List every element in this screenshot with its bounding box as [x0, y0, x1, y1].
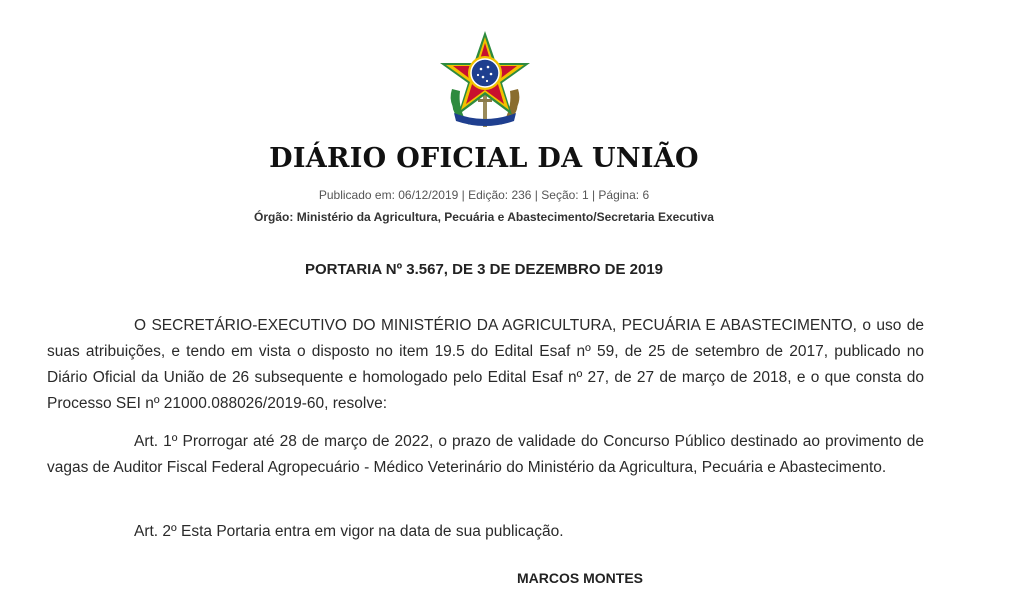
paragraph-preamble: O SECRETÁRIO-EXECUTIVO DO MINISTÉRIO DA AGRICULTURA, PECUÁRIA E ABASTECIMENTO, o uso de suas atribuições, e tendo em vista o disposto no item 19.5 do Edital Esaf nº 59, de 25 de setembro de 2017, publicado no Diário Oficial da União de 26 subsequente e homologado pelo Edital Esaf nº 27, de 27 de março de 2018, e o que consta do Processo SEI nº 21000.088026/2019-60, resolve: [47, 317, 924, 412]
gazette-title: DIÁRIO OFICIAL DA UNIÃO [269, 143, 699, 174]
coat-of-arms-icon [436, 29, 534, 129]
signer-name: MARCOS MONTES [517, 570, 643, 586]
orgao-label: Órgão: [254, 210, 294, 224]
publication-info: Publicado em: 06/12/2019 | Edição: 236 | Seção: 1 | Página: 6 [318, 188, 650, 202]
paragraph-article-2: Art. 2º Esta Portaria entra em vigor na data de sua publicação. [134, 523, 564, 540]
orgao-value: Ministério da Agricultura, Pecuária e Abastecimento/Secretaria Executiva [296, 210, 714, 224]
portaria-heading: PORTARIA Nº 3.567, DE 3 DE DEZEMBRO DE 2019 [304, 261, 664, 278]
paragraph-article-1: Art. 1º Prorrogar até 28 de março de 2022, o prazo de validade do Concurso Público destinado ao provimento de vagas de Auditor Fiscal Federal Agropecuário - Médico Veterinário do Ministério da Agricultura, Pecuária e Abastecimento. [47, 433, 924, 476]
coat-of-arms-emblem [436, 29, 534, 129]
orgao-line [0, 210, 968, 224]
